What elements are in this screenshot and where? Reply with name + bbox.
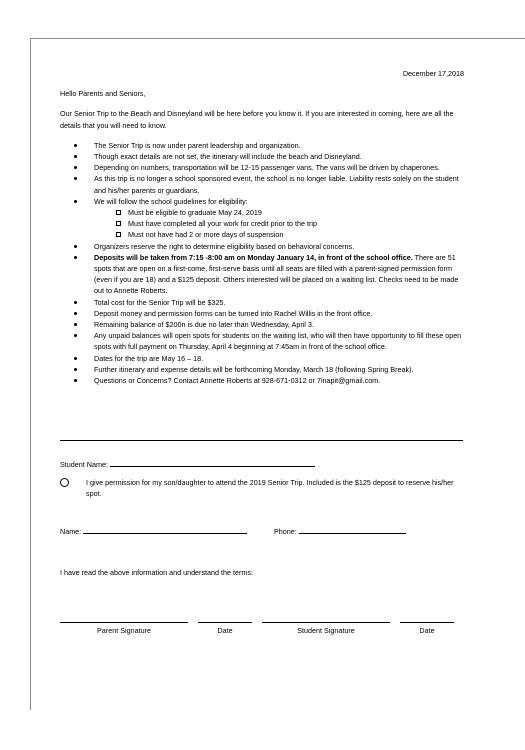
list-item: Any unpaid balances will open spots for students on the waiting list, who will then have opportunity to fill these open spots with full payment on Thursday, April 4 beginning at 7:45am in front of the school office. xyxy=(84,330,464,352)
date-label-2: Date xyxy=(419,626,435,635)
permission-row xyxy=(60,477,464,499)
eligibility-list xyxy=(94,207,464,241)
list-item-deposit xyxy=(84,252,464,297)
details-list xyxy=(60,140,464,386)
date-label-1: Date xyxy=(217,626,233,635)
page-edge-top xyxy=(30,38,525,39)
permission-radio[interactable] xyxy=(60,478,69,487)
list-item: The Senior Trip is now under parent leadership and organization. xyxy=(84,140,464,151)
list-item: Organizers reserve the right to determine eligibility based on behavioral concerns. xyxy=(84,241,464,252)
signature-block xyxy=(60,622,464,642)
name-label: Name: xyxy=(60,527,82,536)
list-item: Deposit money and permission forms can be turned into Rachel Willis in the front office. xyxy=(84,308,464,319)
name-phone-row xyxy=(60,525,464,536)
list-item: Further itinerary and expense details will be forthcoming Monday, March 18 (following Spring Break). xyxy=(84,364,464,375)
intro-paragraph: Our Senior Trip to the Beach and Disneyland will be here before you know it. If you are interested in coming, here are all the details that you will need to know. xyxy=(60,109,454,130)
student-name-field[interactable] xyxy=(110,458,315,467)
list-item: Depending on numbers, transportation will be 12-15 passenger vans. The vans will be driven by chaperones. xyxy=(84,162,464,173)
list-item-eligibility xyxy=(84,196,464,241)
list-item: Though exact details are not set, the itinerary will include the beach and Disneyland. xyxy=(84,151,464,162)
student-signature-field[interactable] xyxy=(262,622,390,635)
deposit-bold-text: Deposits will be taken from 7:15 -8:00 am on Monday January 14, in front of the school office. xyxy=(94,252,413,262)
student-name-row xyxy=(60,458,315,469)
eligibility-heading: We will follow the school guidelines for eligibility: xyxy=(94,196,248,206)
section-divider xyxy=(60,440,463,441)
sub-list-item: Must not have had 2 or more days of suspension xyxy=(116,229,464,240)
sub-list-item: Must have completed all your work for credit prior to the trip xyxy=(116,218,464,229)
list-item: Total cost for the Senior Trip will be $325. xyxy=(84,297,464,308)
deposit-details: There are 51 spots that are open on a first-come, first-serve basis until all seats are filled with a parent-signed permission form (even if you are 18) and a $125 deposit. Others interested will be placed on a waiting list. Checks need to be made out to Annette Roberts. xyxy=(94,252,459,296)
date-field-1[interactable] xyxy=(198,622,252,635)
list-item: Dates for the trip are May 16 – 18. xyxy=(84,353,464,364)
greeting: Hello Parents and Seniors, xyxy=(60,89,146,99)
student-signature-label: Student Signature xyxy=(297,626,355,635)
list-item: Remaining balance of $200n is due no later than Wednesday, April 3. xyxy=(84,319,464,330)
list-item: As this trip is no longer a school sponsored event, the school is no longer liable. Liability rests solely on the student and his/her parents or guardians. xyxy=(84,173,464,195)
phone-field[interactable] xyxy=(299,525,406,534)
parent-signature-label: Parent Signature xyxy=(97,626,151,635)
name-field[interactable] xyxy=(83,525,247,534)
phone-group xyxy=(274,525,406,536)
sub-list-item: Must be eligible to graduate May 24, 2019 xyxy=(116,207,464,218)
student-name-label: Student Name: xyxy=(60,460,108,469)
letter-body xyxy=(60,68,464,386)
acknowledgement-text: I have read the above information and understand the terms: xyxy=(60,568,253,577)
phone-label: Phone: xyxy=(274,527,297,536)
permission-text: I give permission for my son/daughter to attend the 2019 Senior Trip. Included is the $125 deposit to reserve his/her spot. xyxy=(86,478,454,499)
date-field-2[interactable] xyxy=(400,622,454,635)
parent-signature-field[interactable] xyxy=(60,622,188,635)
list-item: Questions or Concerns? Contact Annette Roberts at 928-671-0312 or 7inapit@gmail.com. xyxy=(84,375,464,386)
letter-date: December 17,2018 xyxy=(402,69,464,78)
page-edge-left xyxy=(30,38,31,710)
